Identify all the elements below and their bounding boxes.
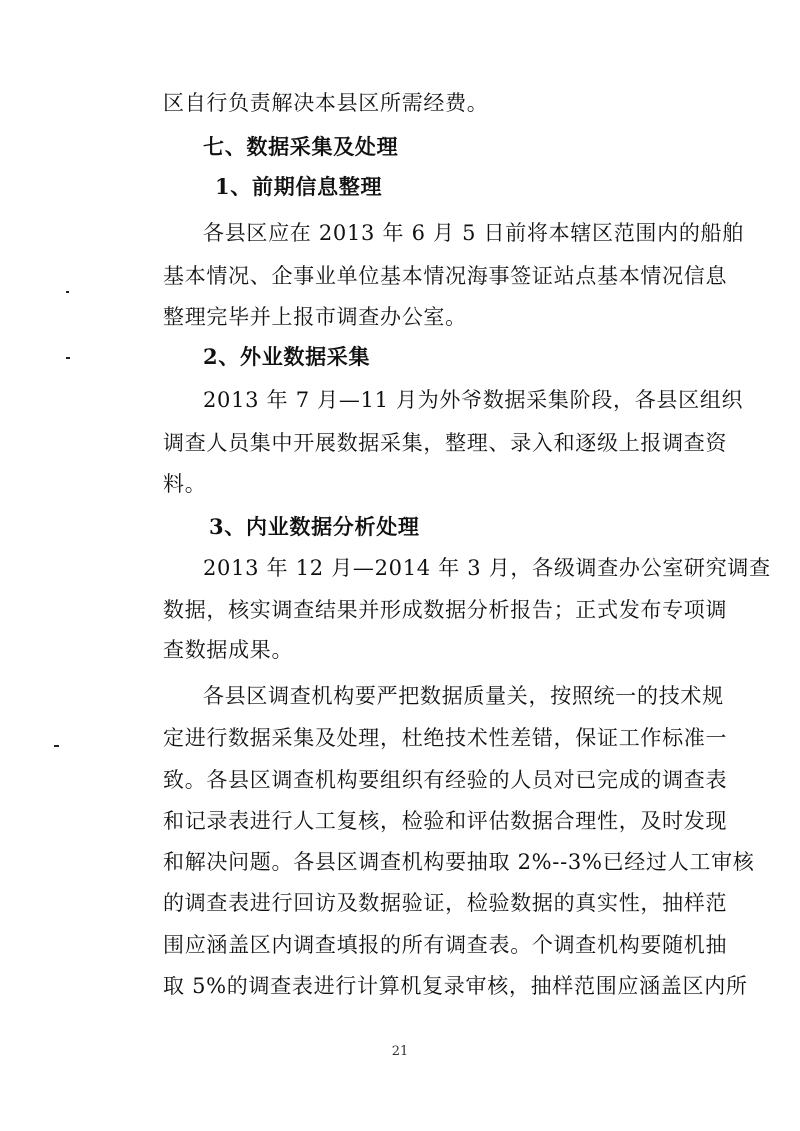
- paragraph-funding-tail: 区自行负责解决本县区所需经费。: [163, 91, 489, 115]
- paragraph-line: 围应涵盖区内调查填报的所有调查表。个调查机构要随机抽: [163, 933, 728, 957]
- subheading-field-collection: 2、外业数据采集: [203, 344, 371, 369]
- paragraph-line: 取 5%的调查表进行计算机复录审核，抽样范围应涵盖区内所: [163, 974, 748, 998]
- paragraph-line: 2013 年 7 月—11 月为外爷数据采集阶段，各县区组织: [203, 388, 744, 412]
- paragraph-line: 各县区调查机构要严把数据质量关，按照统一的技术规: [203, 684, 724, 708]
- paragraph-line: 数据，核实调查结果并形成数据分析报告；正式发布专项调: [163, 598, 728, 622]
- section-heading-data-collection: 七、数据采集及处理: [203, 134, 399, 159]
- paragraph-line: 定进行数据采集及处理，杜绝技术性差错，保证工作标准一: [163, 726, 728, 750]
- paragraph-line: 调查人员集中开展数据采集，整理、录入和逐级上报调查资: [163, 431, 728, 455]
- paragraph-line: 基本情况、企事业单位基本情况海事签证站点基本情况信息: [163, 264, 728, 288]
- paragraph-line: 料。: [163, 472, 207, 496]
- paragraph-line: 和解决问题。各县区调查机构要抽取 2%--3%已经过人工审核: [163, 850, 755, 874]
- scan-speck: [54, 745, 59, 747]
- paragraph-line: 查数据成果。: [163, 638, 294, 662]
- paragraph-line: 的调查表进行回访及数据验证，检验数据的真实性，抽样范: [163, 891, 728, 915]
- scan-speck: [66, 291, 69, 293]
- paragraph-line: 2013 年 12 月—2014 年 3 月，各级调查办公室研究调查: [203, 556, 771, 580]
- page-number: 21: [391, 1044, 409, 1059]
- subheading-preliminary-info: 1、前期信息整理: [215, 174, 383, 199]
- paragraph-line: 整理完毕并上报市调查办公室。: [163, 305, 467, 329]
- paragraph-line: 各县区应在 2013 年 6 月 5 日前将本辖区范围内的船舶: [203, 221, 744, 245]
- subheading-internal-analysis: 3、内业数据分析处理: [209, 514, 420, 539]
- paragraph-line: 致。各县区调查机构要组织有经验的人员对已完成的调查表: [163, 768, 728, 792]
- paragraph-line: 和记录表进行人工复核，检验和评估数据合理性，及时发现: [163, 809, 728, 833]
- scan-speck: [66, 357, 70, 359]
